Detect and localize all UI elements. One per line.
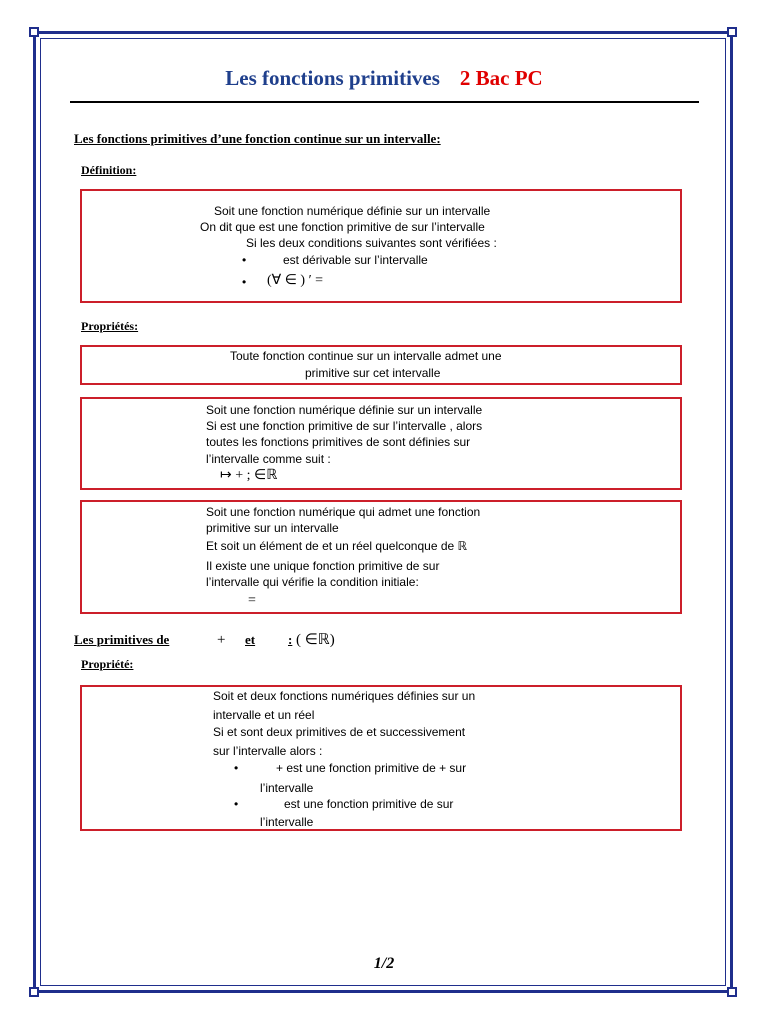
title-main: Les fonctions primitives <box>225 66 440 90</box>
bullet-icon: • <box>242 275 247 289</box>
property-box-1 <box>80 345 682 385</box>
section2-heading-plus: + <box>217 632 226 648</box>
property-box-4 <box>80 685 682 831</box>
frame-corner <box>727 27 737 37</box>
definition-bullet-math: (∀ ∈ ) ′ = <box>267 273 324 288</box>
page-number: 1/2 <box>373 955 395 972</box>
property-bullet: est une fonction primitive de sur <box>284 797 454 811</box>
property-line: primitive sur un intervalle <box>206 521 339 535</box>
section2-heading-et: et <box>245 632 256 647</box>
property-line: toutes les fonctions primitives de sont définies sur <box>206 435 471 449</box>
title-rule <box>70 101 699 103</box>
property-bullet-cont: l’intervalle <box>260 815 314 829</box>
property-line: Soit une fonction numérique qui admet une fonction <box>206 505 481 519</box>
definition-bullet: est dérivable sur l’intervalle <box>283 253 428 267</box>
property-line: Si est une fonction primitive de sur l’intervalle , alors <box>206 419 483 433</box>
property-math: ↦ + ; ∈ℝ <box>220 468 278 483</box>
bullet-icon: • <box>242 253 247 267</box>
definition-box <box>80 189 682 303</box>
property-line: Soit une fonction numérique définie sur un intervalle <box>206 403 483 417</box>
property-line: Et soit un élément de et un réel quelconque de ℝ <box>206 539 468 553</box>
property-box-3 <box>80 500 682 614</box>
frame-corner <box>29 987 39 997</box>
property-line: intervalle et un réel <box>213 708 315 722</box>
bullet-icon: • <box>234 797 239 811</box>
property-box-2 <box>80 397 682 490</box>
property-bullet: + est une fonction primitive de + sur <box>276 761 467 775</box>
property-line: Toute fonction continue sur un intervalle admet une <box>230 349 502 363</box>
page-title <box>0 66 768 91</box>
property-line: Soit et deux fonctions numériques définies sur un <box>213 689 476 703</box>
property-line: Il existe une unique fonction primitive de sur <box>206 559 440 573</box>
section2-heading: Les primitives de <box>74 632 170 647</box>
property-line: l’intervalle comme suit : <box>206 452 331 466</box>
definition-line: Si les deux conditions suivantes sont vérifiées : <box>246 236 497 250</box>
property-line: Si et sont deux primitives de et successivement <box>213 725 466 739</box>
definition-line: On dit que est une fonction primitive de sur l’intervalle <box>200 220 485 234</box>
section2-heading-colon: : <box>288 632 293 647</box>
definition-line: Soit une fonction numérique définie sur un intervalle <box>214 204 491 218</box>
section1-heading: Les fonctions primitives d’une fonction continue sur un intervalle: <box>74 131 441 146</box>
title-level: 2 Bac PC <box>459 66 543 90</box>
frame-corner <box>727 987 737 997</box>
property-line: l’intervalle qui vérifie la condition initiale: <box>206 575 419 589</box>
bullet-icon: • <box>234 761 239 775</box>
definition-label: Définition: <box>81 163 137 177</box>
property-line: sur l’intervalle alors : <box>213 744 323 758</box>
property-math: = <box>248 593 256 608</box>
section2-heading-math: ( ∈ℝ) <box>296 632 335 648</box>
properties-label: Propriétés: <box>81 319 139 333</box>
property-line: primitive sur cet intervalle <box>305 366 441 380</box>
property-label: Propriété: <box>81 657 134 671</box>
property-bullet-cont: l’intervalle <box>260 781 314 795</box>
frame-corner <box>29 27 39 37</box>
